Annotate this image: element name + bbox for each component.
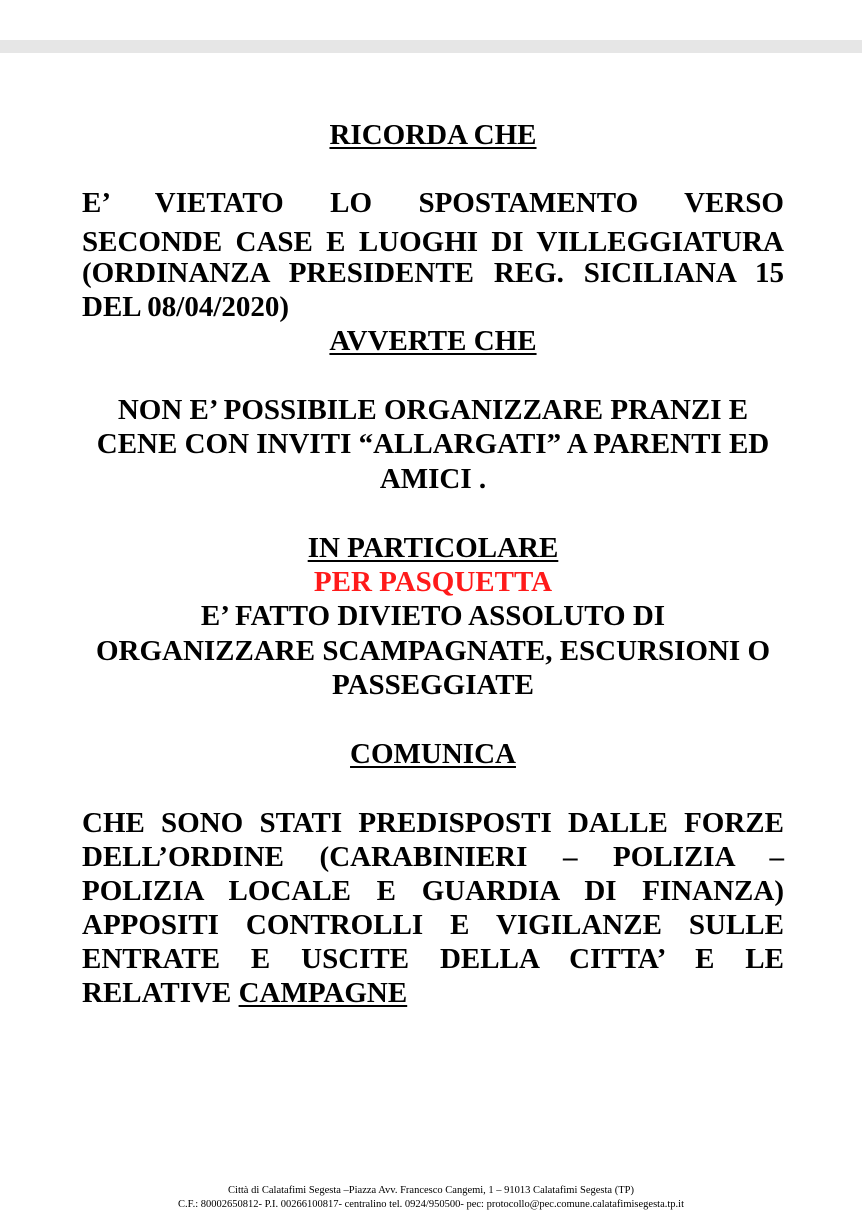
comunica-line-6: RELATIVE CAMPAGNE [82, 977, 408, 1009]
ricorda-line-3: (ORDINANZA PRESIDENTE REG. SICILIANA 15 [82, 257, 784, 289]
ricorda-line-2: SECONDE CASE E LUOGHI DI VILLEGGIATURA [82, 226, 784, 258]
comunica-heading: COMUNICA [350, 738, 516, 770]
comunica-line-5: ENTRATE E USCITE DELLA CITTA’ E LE [82, 943, 784, 975]
ricorda-line-4: DEL 08/04/2020) [82, 291, 290, 323]
top-gray-bar [0, 40, 862, 53]
campagne-underlined: CAMPAGNE [238, 977, 408, 1009]
footer-address: Città di Calatafimi Segesta –Piazza Avv. Francesco Cangemi, 1 – 91013 Calatafimi Segesta (TP) [228, 1185, 634, 1196]
comunica-line-3: POLIZIA LOCALE E GUARDIA DI FINANZA) [82, 875, 784, 907]
footer-contacts: C.F.: 80002650812- P.I. 00266100817- centralino tel. 0924/950500- pec: protocollo@pec.comune.calatafimisegesta.tp.it [177, 1199, 685, 1210]
particolare-line-2: ORGANIZZARE SCAMPAGNATE, ESCURSIONI O [95, 635, 771, 667]
avverte-line-3: AMICI . [379, 463, 487, 495]
particolare-line-1: E’ FATTO DIVIETO ASSOLUTO DI [200, 600, 666, 632]
pasquetta-text: PER PASQUETTA [313, 566, 553, 598]
ricorda-line-1: E’ VIETATO LO SPOSTAMENTO VERSO [82, 187, 784, 219]
particolare-line-3: PASSEGGIATE [332, 669, 534, 701]
comunica-line-1: CHE SONO STATI PREDISPOSTI DALLE FORZE [82, 807, 784, 839]
comunica-line-2: DELL’ORDINE (CARABINIERI – POLIZIA – [82, 841, 784, 873]
comunica-line-4: APPOSITI CONTROLLI E VIGILANZE SULLE [82, 909, 784, 941]
avverte-heading: AVVERTE CHE [329, 325, 537, 357]
ricorda-heading: RICORDA CHE [329, 119, 537, 151]
avverte-line-1: NON E’ POSSIBILE ORGANIZZARE PRANZI E [117, 394, 749, 426]
avverte-line-2: CENE CON INVITI “ALLARGATI” A PARENTI ED [96, 428, 770, 460]
particolare-heading: IN PARTICOLARE [307, 532, 559, 564]
